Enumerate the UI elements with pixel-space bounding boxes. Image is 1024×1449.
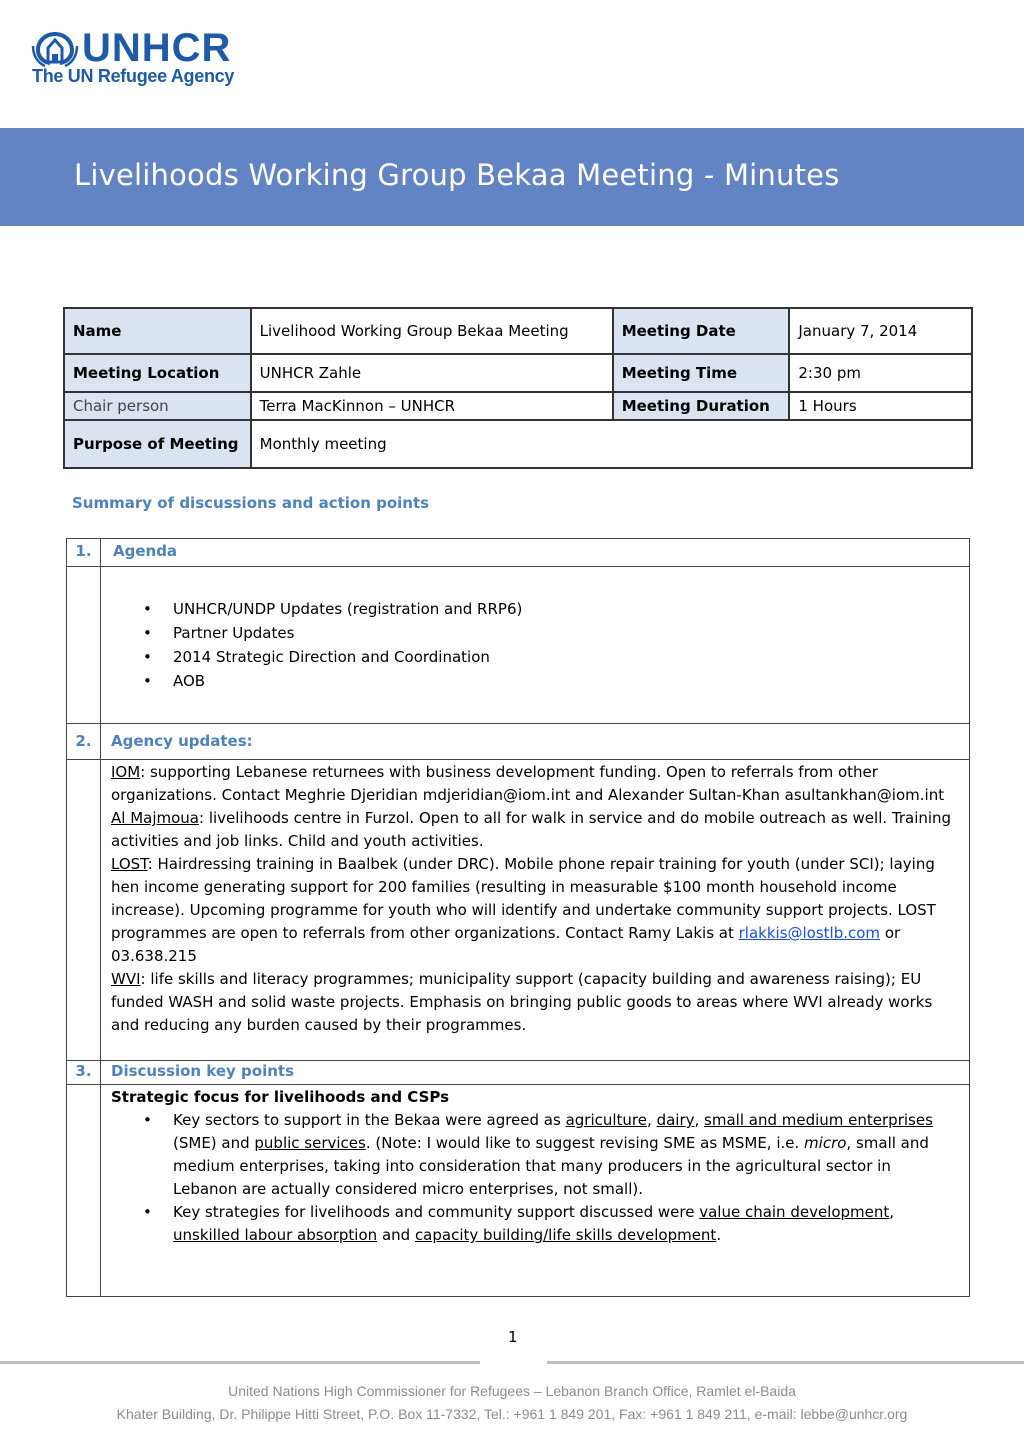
chair-label: Chair person xyxy=(64,392,251,420)
location-value: UNHCR Zahle xyxy=(251,354,613,392)
lost-name: LOST xyxy=(111,855,148,873)
chair-value: Terra MacKinnon – UNHCR xyxy=(251,392,613,420)
summary-heading: Summary of discussions and action points xyxy=(72,494,430,512)
agenda-number: 1. xyxy=(67,539,101,567)
duration-label: Meeting Duration xyxy=(613,392,790,420)
text-run: . xyxy=(716,1226,722,1244)
majmoua-update xyxy=(111,807,959,853)
iom-name: IOM xyxy=(111,763,141,781)
agenda-body-row xyxy=(67,567,970,724)
text-run: Key sectors to support in the Bekaa were agreed as xyxy=(173,1111,566,1129)
purpose-label: Purpose of Meeting xyxy=(64,420,251,468)
location-label: Meeting Location xyxy=(64,354,251,392)
page-number: 1 xyxy=(508,1328,518,1346)
wvi-update xyxy=(111,968,959,1037)
name-value: Livelihood Working Group Bekaa Meeting xyxy=(251,308,613,354)
text-run: and xyxy=(377,1226,415,1244)
discussion-header-row xyxy=(67,1061,970,1085)
discussion-body-row xyxy=(67,1085,970,1297)
agenda-number-spacer xyxy=(67,567,101,724)
agenda-item: • Partner Updates xyxy=(173,621,959,645)
date-label: Meeting Date xyxy=(613,308,790,354)
sector-public-services: public services xyxy=(254,1134,366,1152)
text-run: , xyxy=(694,1111,705,1129)
unhcr-emblem-icon xyxy=(30,28,80,68)
agency-title: Agency updates: xyxy=(101,724,970,760)
agency-number: 2. xyxy=(67,724,101,760)
discussion-subtitle: Strategic focus for livelihoods and CSPs xyxy=(111,1088,450,1106)
agenda-item: • AOB xyxy=(173,669,959,693)
duration-value: 1 Hours xyxy=(789,392,972,420)
text-run: (SME) and xyxy=(173,1134,255,1152)
strategy-capacity-building: capacity building/life skills development xyxy=(414,1226,717,1244)
discussion-bullet-sectors xyxy=(173,1109,959,1201)
purpose-value: Monthly meeting xyxy=(251,420,972,468)
logo-tagline: The UN Refugee Agency xyxy=(32,66,235,86)
info-row-location xyxy=(64,354,972,392)
agency-header-row xyxy=(67,724,970,760)
lost-text: : Hairdressing training in Baalbek (under DRC). Mobile phone repair training for youth (under SCI); laying hen income generating support for 200 families (resulting in measurable $100 month household income increase). Upcoming programme for youth who will identify and undertake community support projects. LOST programmes are open to referrals from other organizations. Contact Ramy Lakis at xyxy=(111,855,936,942)
time-value: 2:30 pm xyxy=(789,354,972,392)
info-row-chair xyxy=(64,392,972,420)
lost-update xyxy=(111,853,959,968)
info-row-purpose xyxy=(64,420,972,468)
agency-number-spacer xyxy=(67,760,101,1061)
sections-table xyxy=(66,538,970,1297)
majmoua-text: : livelihoods centre in Furzol. Open to all for walk in service and do mobile outreach as well. Training activities and job links. Child and youth activities. xyxy=(111,809,952,850)
agenda-header-row xyxy=(67,539,970,567)
discussion-body xyxy=(101,1085,970,1297)
iom-text: : supporting Lebanese returnees with business development funding. Open to referrals from other organizations. Contact Meghrie Djeridian mdjeridian@iom.int and Alexander Sultan-Khan asultankhan@iom.int xyxy=(111,763,945,804)
discussion-bullet-strategies xyxy=(173,1201,959,1247)
discussion-number-spacer xyxy=(67,1085,101,1297)
text-run: . (Note: I would like to suggest revising SME as MSME, i.e. xyxy=(365,1134,805,1152)
agenda-title: Agenda xyxy=(101,539,970,567)
text-run: , xyxy=(647,1111,657,1129)
wvi-name: WVI xyxy=(111,970,141,988)
majmoua-name: Al Majmoua xyxy=(111,809,199,827)
footer-divider-left xyxy=(0,1361,480,1364)
agenda-item: • 2014 Strategic Direction and Coordination xyxy=(173,645,959,669)
meeting-info-table xyxy=(63,307,973,469)
name-label: Name xyxy=(64,308,251,354)
agency-body xyxy=(101,760,970,1061)
sector-dairy: dairy xyxy=(656,1111,695,1129)
lost-tail: or 03.638.215 xyxy=(111,924,901,965)
footer-divider-right xyxy=(547,1361,1024,1364)
discussion-number: 3. xyxy=(67,1061,101,1085)
strategy-value-chain: value chain development xyxy=(699,1203,890,1221)
sector-sme: small and medium enterprises xyxy=(704,1111,933,1129)
agenda-body xyxy=(101,567,970,724)
text-run: Key strategies for livelihoods and community support discussed were xyxy=(173,1203,700,1221)
footer-address-line1: United Nations High Commissioner for Refugees – Lebanon Branch Office, Ramlet el-Baida xyxy=(228,1383,796,1399)
iom-update xyxy=(111,761,959,807)
lost-email-link[interactable]: rlakkis@lostlb.com xyxy=(738,924,881,942)
sector-agriculture: agriculture xyxy=(565,1111,648,1129)
footer-address-line2: Khater Building, Dr. Philippe Hitti Street, P.O. Box 11-7332, Tel.: +961 1 849 201, Fax: +961 1 849 211, e-mail: lebbe@unhcr.org xyxy=(116,1406,908,1422)
logo-wordmark: UNHCR xyxy=(82,26,232,70)
date-value: January 7, 2014 xyxy=(789,308,972,354)
strategy-unskilled-labour: unskilled labour absorption xyxy=(173,1226,378,1244)
text-run: , small and medium enterprises, taking into consideration that many producers in the agricultural sector in Lebanon are actually considered micro enterprises, not small). xyxy=(173,1134,929,1198)
unhcr-logo xyxy=(30,28,260,92)
document-title: Livelihoods Working Group Bekaa Meeting - Minutes xyxy=(74,158,840,192)
text-run: , xyxy=(889,1203,895,1221)
time-label: Meeting Time xyxy=(613,354,790,392)
discussion-list xyxy=(111,1109,959,1247)
agenda-item: • UNHCR/UNDP Updates (registration and RRP6) xyxy=(173,597,959,621)
wvi-text: : life skills and literacy programmes; municipality support (capacity building and awareness raising); EU funded WASH and solid waste projects. Emphasis on bringing public goods to areas where WVI already works and reducing any burden caused by their programmes. xyxy=(111,970,933,1034)
info-row-name xyxy=(64,308,972,354)
discussion-title: Discussion key points xyxy=(101,1061,970,1085)
agency-body-row xyxy=(67,760,970,1061)
agenda-list xyxy=(111,597,959,693)
micro-emphasis: micro xyxy=(804,1134,847,1152)
